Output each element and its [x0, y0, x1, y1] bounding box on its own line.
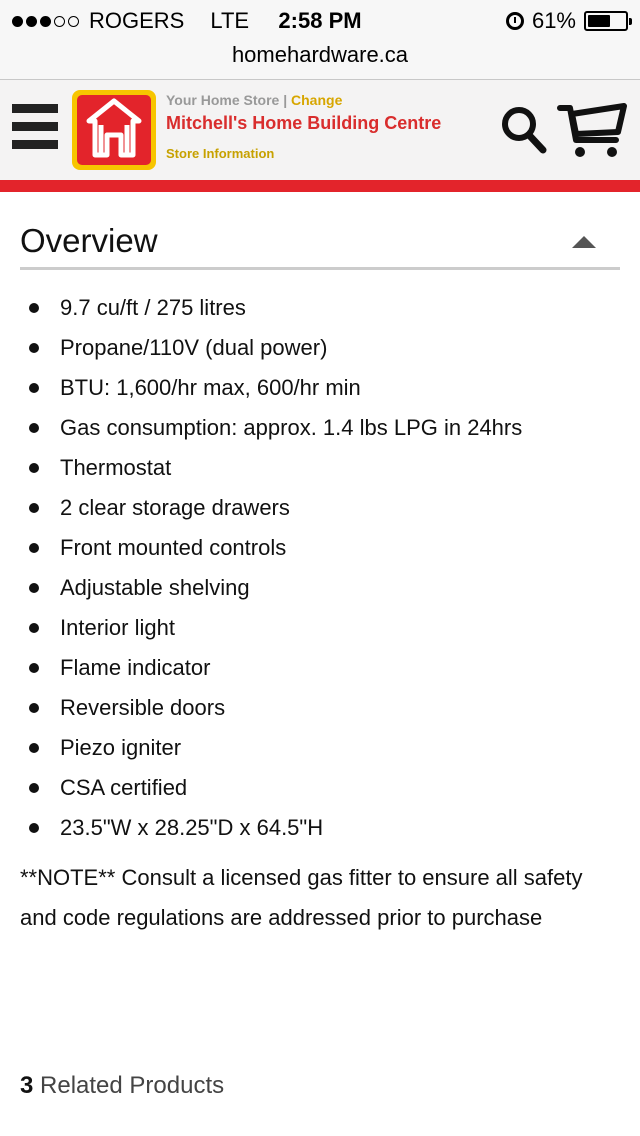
spec-item — [20, 808, 630, 848]
spec-text: CSA certified — [60, 775, 188, 800]
bullet-icon — [29, 423, 39, 433]
network-type: LTE — [210, 8, 250, 33]
spec-text: Interior light — [60, 615, 175, 640]
spec-item — [20, 288, 630, 328]
spec-text: Front mounted controls — [60, 535, 287, 560]
bullet-icon — [29, 503, 39, 513]
spec-text: Thermostat — [60, 455, 172, 480]
spec-text: Piezo igniter — [60, 735, 182, 760]
spec-item — [20, 688, 630, 728]
spec-text: BTU: 1,600/hr max, 600/hr min — [60, 375, 361, 400]
store-selector — [166, 92, 441, 161]
battery-percent: 61% — [531, 8, 576, 33]
url-text[interactable]: homehardware.ca — [231, 42, 409, 67]
separator: | — [279, 92, 292, 108]
related-label: Related Products — [40, 1072, 225, 1099]
bullet-icon — [29, 383, 39, 393]
spec-item — [20, 648, 630, 688]
spec-item — [20, 528, 630, 568]
spec-item — [20, 328, 630, 368]
spec-item — [20, 408, 630, 448]
bullet-icon — [29, 663, 39, 673]
overview-title: Overview — [20, 222, 158, 259]
bullet-icon — [29, 623, 39, 633]
bullet-icon — [29, 583, 39, 593]
spec-text: 9.7 cu/ft / 275 litres — [60, 295, 246, 320]
logo-glyph — [77, 95, 151, 165]
installation-note: **NOTE** Consult a licensed gas fitter to ensure all safety and code regulations are addressed prior to purchase — [20, 865, 583, 930]
menu-icon[interactable] — [12, 104, 58, 158]
home-hardware-logo[interactable] — [72, 90, 156, 170]
bullet-icon — [29, 463, 39, 473]
bullet-icon — [29, 343, 39, 353]
address-bar[interactable] — [0, 40, 640, 80]
spec-item — [20, 448, 630, 488]
bullet-icon — [29, 543, 39, 553]
spec-item — [20, 488, 630, 528]
spec-item — [20, 608, 630, 648]
spec-item — [20, 768, 630, 808]
site-header — [0, 80, 640, 180]
bullet-icon — [29, 303, 39, 313]
store-name[interactable]: Mitchell's Home Building Centre — [166, 113, 442, 133]
spec-text: Reversible doors — [60, 695, 226, 720]
status-bar — [0, 0, 640, 40]
carrier-name: ROGERS — [89, 8, 185, 33]
bullet-icon — [29, 703, 39, 713]
spec-text: Flame indicator — [60, 655, 211, 680]
spec-text: Adjustable shelving — [60, 575, 250, 600]
status-right — [506, 8, 628, 34]
bullet-icon — [29, 783, 39, 793]
battery-icon — [584, 11, 628, 31]
cart-icon[interactable] — [554, 100, 630, 160]
spec-item — [20, 368, 630, 408]
spec-text: Gas consumption: approx. 1.4 lbs LPG in 24hrs — [60, 415, 523, 440]
store-information-link[interactable]: Store Information — [166, 146, 275, 161]
related-count: 3 — [20, 1072, 34, 1099]
your-store-label: Your Home Store — [166, 92, 280, 108]
status-time: 2:58 PM — [278, 8, 362, 33]
change-store-link[interactable]: Change — [291, 92, 343, 108]
spec-item — [20, 568, 630, 608]
battery-fill — [588, 15, 610, 27]
spec-list — [20, 288, 630, 848]
spec-text: 2 clear storage drawers — [60, 495, 290, 520]
your-store-line — [166, 92, 441, 108]
logo-mark — [77, 95, 151, 165]
spec-text: Propane/110V (dual power) — [60, 335, 328, 360]
search-icon[interactable] — [498, 102, 550, 158]
bullet-icon — [29, 743, 39, 753]
spec-text: 23.5"W x 28.25"D x 64.5"H — [60, 815, 324, 840]
alarm-icon — [506, 12, 524, 30]
header-divider-bar — [0, 180, 640, 192]
spec-item — [20, 728, 630, 768]
collapse-arrow-icon[interactable] — [572, 236, 596, 248]
bullet-icon — [29, 823, 39, 833]
related-products-heading[interactable] — [20, 1072, 224, 1100]
overview-section-header[interactable] — [20, 222, 620, 270]
